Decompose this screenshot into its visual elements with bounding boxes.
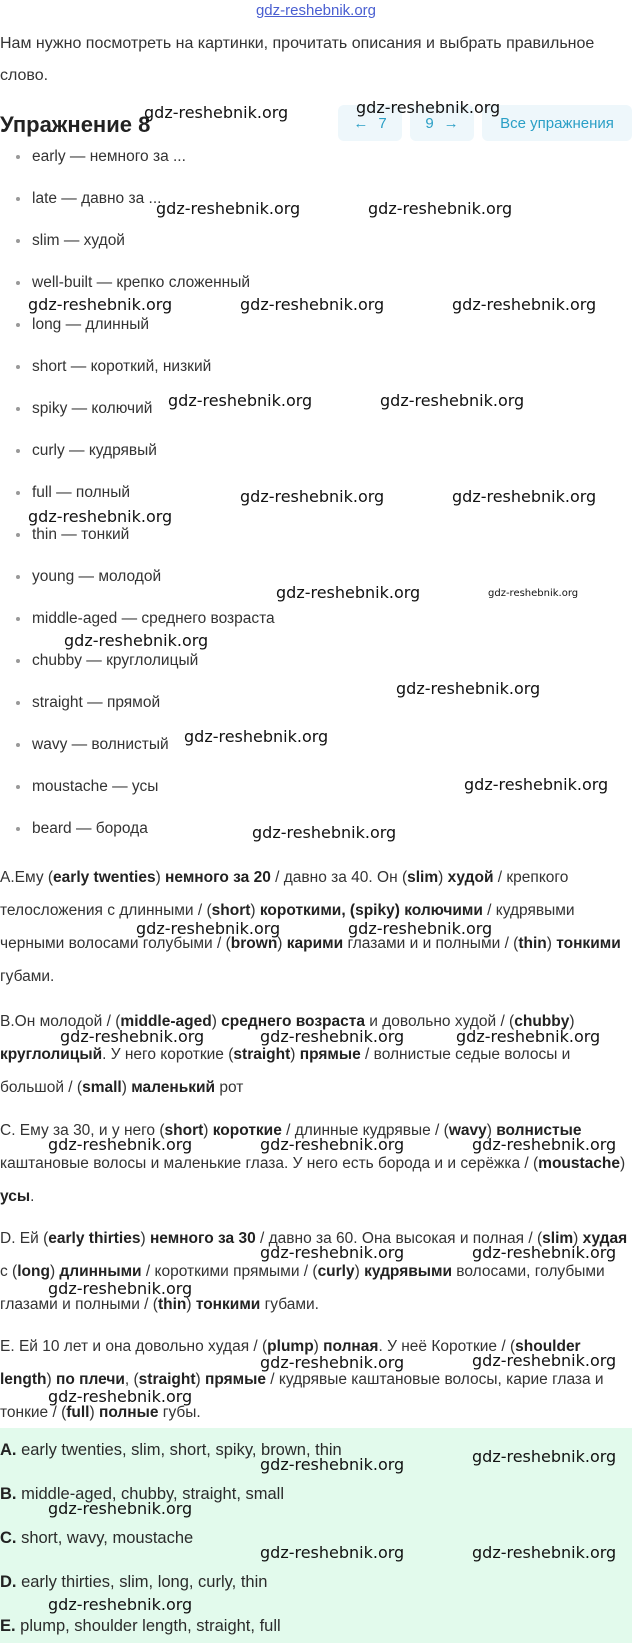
answer-letter: A.	[0, 1441, 17, 1459]
paragraph-text: )	[354, 1263, 365, 1280]
watermark: gdz-reshebnik.org	[48, 1135, 193, 1154]
arrow-right-icon: →	[443, 114, 459, 132]
watermark: gdz-reshebnik.org	[276, 583, 421, 602]
watermark: gdz-reshebnik.org	[472, 1543, 617, 1562]
paragraph-text: )	[277, 935, 287, 952]
paragraph-text: губами.	[260, 1296, 319, 1313]
paragraph-text: каштановые волосы и маленькие глаза. У него есть борода и и серёжка / (	[0, 1155, 539, 1172]
watermark: gdz-reshebnik.org	[184, 727, 329, 746]
answer-word: full	[66, 1404, 90, 1421]
all-exercises-label: Все упражнения	[500, 114, 614, 132]
vocab-item: young — молодой	[0, 556, 632, 598]
answer-word: thin	[157, 1296, 187, 1313]
vocab-item: straight — прямой	[0, 682, 632, 724]
watermark: gdz-reshebnik.org	[348, 919, 493, 938]
watermark: gdz-reshebnik.org	[380, 391, 525, 410]
watermark: gdz-reshebnik.org	[48, 1499, 193, 1518]
answer-letter: E.	[0, 1617, 16, 1635]
answer-word: slim	[542, 1230, 574, 1247]
watermark: gdz-reshebnik.org	[144, 103, 289, 122]
paragraph-text: )	[49, 1263, 60, 1280]
answer-word: немного за 20	[165, 869, 271, 886]
watermark: gdz-reshebnik.org	[252, 823, 397, 842]
answer-word: худой	[447, 869, 494, 886]
vocab-item: well-built — крепко сложенный	[0, 262, 632, 304]
paragraph-text: E. Ей 10 лет и она довольно худая / (	[0, 1338, 268, 1355]
vocab-item: beard — борода	[0, 808, 632, 850]
exercise-title: Упражнение 8	[0, 112, 151, 137]
paragraph-text: )	[203, 1122, 213, 1139]
watermark: gdz-reshebnik.org	[488, 588, 579, 599]
paragraph-text: . У него короткие (	[102, 1046, 234, 1063]
watermark: gdz-reshebnik.org	[356, 98, 501, 117]
answer-word: карими	[286, 935, 344, 952]
answer-word: тонкими	[556, 935, 621, 952]
paragraph-text: )	[313, 1338, 324, 1355]
paragraph-text: A.Ему (	[0, 869, 54, 886]
answer-word: круглолицый	[0, 1046, 103, 1063]
answer-word: plump	[267, 1338, 314, 1355]
paragraph-a	[0, 861, 628, 993]
answer-word: полная	[323, 1338, 379, 1355]
answer-word: small	[82, 1079, 122, 1096]
paragraph-text: )	[186, 1296, 196, 1313]
watermark: gdz-reshebnik.org	[28, 295, 173, 314]
watermark: gdz-reshebnik.org	[368, 199, 513, 218]
vocab-item: middle-aged — среднего возраста	[0, 598, 632, 640]
watermark: gdz-reshebnik.org	[472, 1351, 617, 1370]
paragraph-text: )	[290, 1046, 300, 1063]
paragraph-text: губами.	[0, 968, 55, 985]
watermark: gdz-reshebnik.org	[472, 1243, 617, 1262]
paragraph-text: / давно за 40. Он (	[270, 869, 408, 886]
paragraph-text: )	[140, 1230, 150, 1247]
vocab-item: chubby — круглолицый	[0, 640, 632, 682]
answer-text: middle-aged, chubby, straight, small	[16, 1485, 284, 1503]
paragraph-b	[0, 1005, 628, 1104]
paragraph-text: / волнистые седые волосы и большой / (	[0, 1046, 571, 1096]
paragraph-text: )	[546, 935, 557, 952]
answer-word: короткие	[212, 1122, 282, 1139]
watermark: gdz-reshebnik.org	[156, 199, 301, 218]
paragraph-text: )	[486, 1122, 497, 1139]
answer-word: shoulder length	[0, 1338, 581, 1388]
answer-word: early thirties	[48, 1230, 141, 1247]
vocab-item: wavy — волнистый	[0, 724, 632, 766]
watermark: gdz-reshebnik.org	[472, 1135, 617, 1154]
watermark: gdz-reshebnik.org	[240, 487, 385, 506]
paragraph-text: )	[155, 869, 166, 886]
answer-word: худая	[582, 1230, 628, 1247]
answer-text: early twenties, slim, short, spiky, brown, thin	[16, 1441, 342, 1459]
answer-word: усы	[0, 1188, 31, 1205]
paragraph-text: )	[46, 1371, 56, 1388]
watermark: gdz-reshebnik.org	[260, 1455, 405, 1474]
paragraph-text: / кудрявые каштановые волосы, карие глаза и тонкие / (	[0, 1371, 604, 1421]
watermark: gdz-reshebnik.org	[168, 391, 313, 410]
answer-word: early twenties	[53, 869, 156, 886]
answer-word: среднего возраста	[221, 1013, 365, 1030]
vocab-item: thin — тонкий	[0, 514, 632, 556]
watermark: gdz-reshebnik.org	[64, 631, 209, 650]
paragraph-text: / крепкого телосложения с длинными / (	[0, 869, 569, 919]
answer-text: short, wavy, moustache	[16, 1529, 194, 1547]
watermark: gdz-reshebnik.org	[452, 295, 597, 314]
paragraph-text: D. Ей (	[0, 1230, 49, 1247]
answer-word: маленький	[131, 1079, 216, 1096]
vocab-item: moustache — усы	[0, 766, 632, 808]
paragraph-text: глазами и и полными / (	[343, 935, 519, 952]
vocab-item: late — давно за ...	[0, 178, 632, 220]
vocab-item: short — короткий, низкий	[0, 346, 632, 388]
paragraph-text: рот	[215, 1079, 244, 1096]
answer-word: кудрявыми	[364, 1263, 452, 1280]
paragraph-d	[0, 1222, 628, 1321]
answer-word: brown	[230, 935, 278, 952]
paragraph-text: волосами, голубыми глазами и полными / (	[0, 1263, 605, 1313]
site-link[interactable]: gdz-reshebnik.org	[255, 2, 377, 19]
paragraph-text: и довольно худой / (	[364, 1013, 515, 1030]
answer-word: straight	[233, 1046, 291, 1063]
paragraph-text: )	[89, 1404, 99, 1421]
next-exercise-label: 9	[425, 114, 434, 132]
watermark: gdz-reshebnik.org	[472, 1447, 617, 1466]
answer-letter: B.	[0, 1485, 17, 1503]
answer-text: early thirties, slim, long, curly, thin	[16, 1573, 268, 1591]
paragraph-text: . У неё Короткие / (	[378, 1338, 516, 1355]
paragraph-text: )	[620, 1155, 626, 1172]
paragraph-text: )	[211, 1013, 222, 1030]
watermark: gdz-reshebnik.org	[452, 487, 597, 506]
watermark: gdz-reshebnik.org	[260, 1353, 405, 1372]
answer-word: длинными	[59, 1263, 142, 1280]
paragraph-c	[0, 1114, 628, 1213]
paragraph-e	[0, 1330, 628, 1429]
vocab-item: long — длинный	[0, 304, 632, 346]
answer-word: short	[164, 1122, 204, 1139]
watermark: gdz-reshebnik.org	[456, 1027, 601, 1046]
answer-letter: C.	[0, 1529, 17, 1547]
watermark: gdz-reshebnik.org	[260, 1027, 405, 1046]
paragraph-text: / давно за 60. Она высокая и полная / (	[255, 1230, 543, 1247]
answer-word: короткими, (spiky) колючими	[259, 902, 483, 919]
paragraph-text: )	[121, 1079, 132, 1096]
paragraph-text: C. Ему за 30, и у него (	[0, 1122, 165, 1139]
answer-word: по плечи	[55, 1371, 125, 1388]
prev-exercise-label: 7	[378, 114, 387, 132]
watermark: gdz-reshebnik.org	[48, 1595, 193, 1614]
answer-word: прямые	[204, 1371, 266, 1388]
vocab-item: spiky — колючий	[0, 388, 632, 430]
watermark: gdz-reshebnik.org	[260, 1543, 405, 1562]
watermark: gdz-reshebnik.org	[240, 295, 385, 314]
watermark: gdz-reshebnik.org	[48, 1279, 193, 1298]
paragraph-text: )	[569, 1013, 575, 1030]
answer-letter: D.	[0, 1573, 17, 1591]
answer-word: slim	[407, 869, 439, 886]
answer-word: middle-aged	[120, 1013, 212, 1030]
answer-word: moustache	[538, 1155, 620, 1172]
vocab-item: full — полный	[0, 472, 632, 514]
answer-word: wavy	[448, 1122, 487, 1139]
paragraph-text: B.Он молодой / (	[0, 1013, 121, 1030]
answer-word: chubby	[514, 1013, 570, 1030]
answer-word: полные	[98, 1404, 159, 1421]
answer-word: прямые	[299, 1046, 361, 1063]
paragraph-text: губы.	[158, 1404, 201, 1421]
answer-word: short	[211, 902, 251, 919]
paragraph-text: )	[573, 1230, 583, 1247]
watermark: gdz-reshebnik.org	[260, 1135, 405, 1154]
watermark: gdz-reshebnik.org	[260, 1243, 405, 1262]
answer-word: волнистые	[496, 1122, 582, 1139]
answer-word: тонкими	[195, 1296, 261, 1313]
arrow-left-icon: ←	[353, 114, 369, 132]
watermark: gdz-reshebnik.org	[48, 1387, 193, 1406]
watermark: gdz-reshebnik.org	[396, 679, 541, 698]
paragraph-text: )	[250, 902, 260, 919]
answer-word: straight	[138, 1371, 196, 1388]
paragraph-text: с (	[0, 1263, 18, 1280]
paragraph-text: )	[195, 1371, 205, 1388]
vocab-item: early — немного за ...	[0, 136, 632, 178]
paragraph-text: )	[438, 869, 448, 886]
vocab-item: curly — кудрявый	[0, 430, 632, 472]
answer-word: curly	[317, 1263, 355, 1280]
paragraph-text: / кудрявыми черными волосами голубыми / (	[0, 902, 575, 952]
intro-text: Нам нужно посмотреть на картинки, прочитать описания и выбрать правильное слово.	[0, 35, 595, 84]
watermark: gdz-reshebnik.org	[28, 507, 173, 526]
paragraph-text: / короткими прямыми / (	[141, 1263, 318, 1280]
paragraph-text: , (	[124, 1371, 139, 1388]
answer-text: plump, shoulder length, straight, full	[15, 1617, 281, 1635]
answer-word: long	[17, 1263, 50, 1280]
answer-word: немного за 30	[149, 1230, 256, 1247]
paragraph-text: .	[30, 1188, 35, 1205]
watermark: gdz-reshebnik.org	[60, 1027, 205, 1046]
watermark: gdz-reshebnik.org	[136, 919, 281, 938]
watermark: gdz-reshebnik.org	[464, 775, 609, 794]
answer-word: thin	[518, 935, 547, 952]
vocab-item: slim — худой	[0, 220, 632, 262]
paragraph-text: / длинные кудрявые / (	[281, 1122, 449, 1139]
